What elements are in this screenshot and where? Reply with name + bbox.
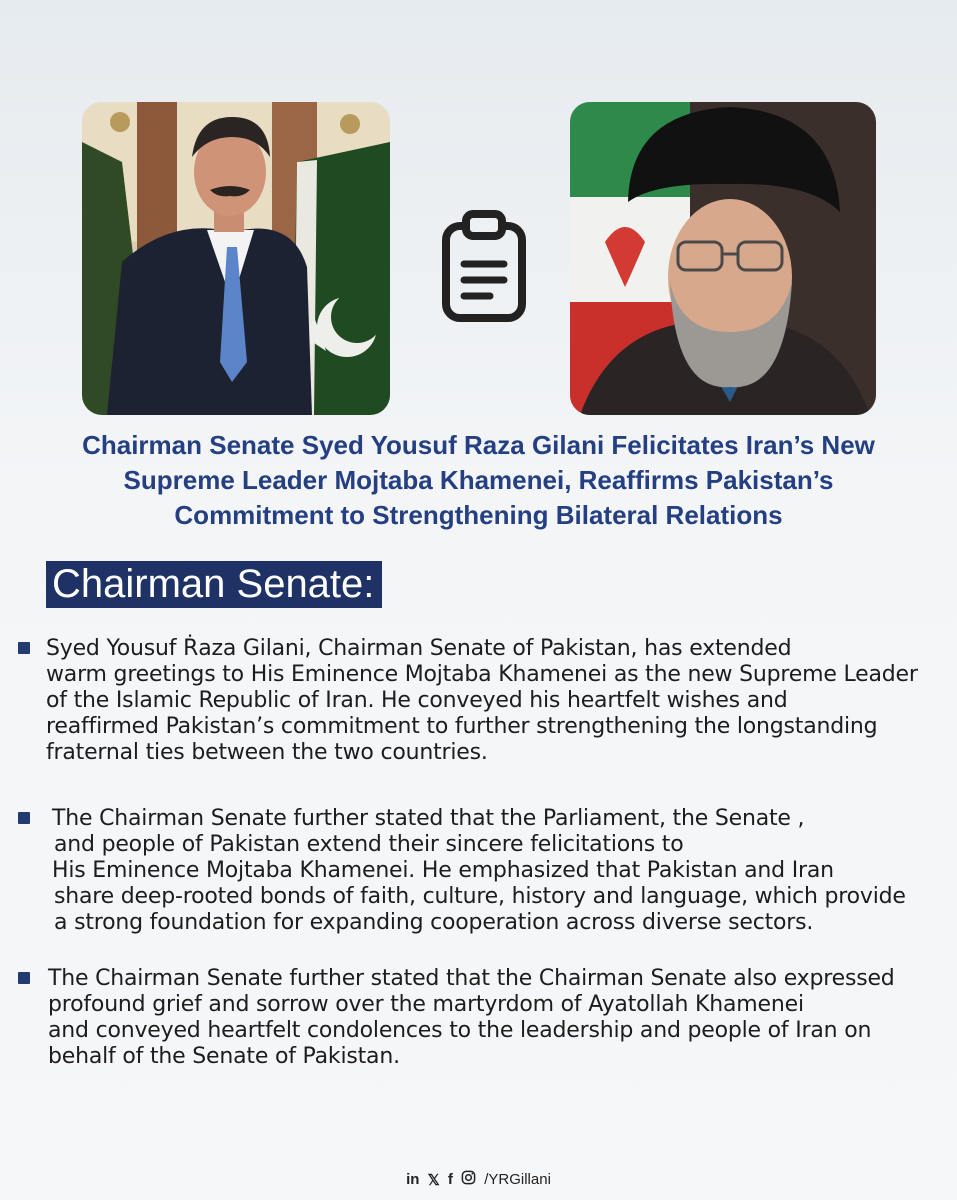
social-footer bbox=[0, 1170, 957, 1189]
photo-chairman-senate bbox=[82, 102, 390, 415]
x-icon[interactable]: 𝕏 bbox=[427, 1171, 440, 1189]
bullet-3-line-1: The Chairman Senate further stated that the Chairman Senate also expressed bbox=[48, 966, 895, 991]
bullet-square-icon bbox=[18, 812, 30, 824]
photo-supreme-leader bbox=[570, 102, 876, 415]
linkedin-icon[interactable]: in bbox=[406, 1171, 420, 1188]
clipboard-icon bbox=[440, 208, 528, 324]
bullet-2-line-3: His Eminence Mojtaba Khamenei. He emphasized that Pakistan and Iran bbox=[52, 858, 834, 883]
bullet-2-line-4: share deep-rooted bonds of faith, culture, history and language, which provide bbox=[54, 884, 906, 909]
bullet-square-icon bbox=[18, 972, 30, 984]
section-label: Chairman Senate: bbox=[46, 561, 382, 608]
bullet-2-line-5: a strong foundation for expanding cooperation across diverse sectors. bbox=[54, 910, 814, 935]
bullet-1-line-1: Syed Yousuf Ṙaza Gilani, Chairman Senate of Pakistan, has extended bbox=[46, 636, 792, 661]
bullet-2-line-2: and people of Pakistan extend their sincere felicitations to bbox=[54, 832, 684, 857]
headline-line-2: Supreme Leader Mojtaba Khamenei, Reaffirms Pakistan’s bbox=[123, 465, 834, 495]
bullet-3-line-2: profound grief and sorrow over the martyrdom of Ayatollah Khamenei bbox=[48, 992, 804, 1017]
headline bbox=[20, 428, 937, 533]
bullet-1-line-3: of the Islamic Republic of Iran. He conveyed his heartfelt wishes and bbox=[46, 688, 788, 713]
bullet-1-line-4: reaffirmed Pakistan’s commitment to further strengthening the longstanding bbox=[46, 714, 878, 739]
bullet-item-2 bbox=[18, 806, 948, 936]
bullet-3-line-4: behalf of the Senate of Pakistan. bbox=[48, 1044, 400, 1069]
bullet-item-1 bbox=[18, 636, 948, 766]
social-handle[interactable]: /YRGillani bbox=[484, 1171, 551, 1188]
headline-line-1: Chairman Senate Syed Yousuf Raza Gilani Felicitates Iran’s New bbox=[82, 430, 875, 460]
headline-line-3: Commitment to Strengthening Bilateral Relations bbox=[174, 500, 783, 530]
bullet-square-icon bbox=[18, 642, 30, 654]
bullet-3-line-3: and conveyed heartfelt condolences to the leadership and people of Iran on bbox=[48, 1018, 872, 1043]
bullet-1-line-5: fraternal ties between the two countries. bbox=[46, 740, 488, 765]
bullet-item-3 bbox=[18, 966, 948, 1070]
bullet-2-line-1: The Chairman Senate further stated that the Parliament, the Senate , bbox=[52, 806, 805, 831]
facebook-icon[interactable]: f bbox=[447, 1171, 453, 1188]
bullet-1-line-2: warm greetings to His Eminence Mojtaba Khamenei as the new Supreme Leader bbox=[46, 662, 918, 687]
instagram-icon[interactable] bbox=[461, 1170, 476, 1189]
